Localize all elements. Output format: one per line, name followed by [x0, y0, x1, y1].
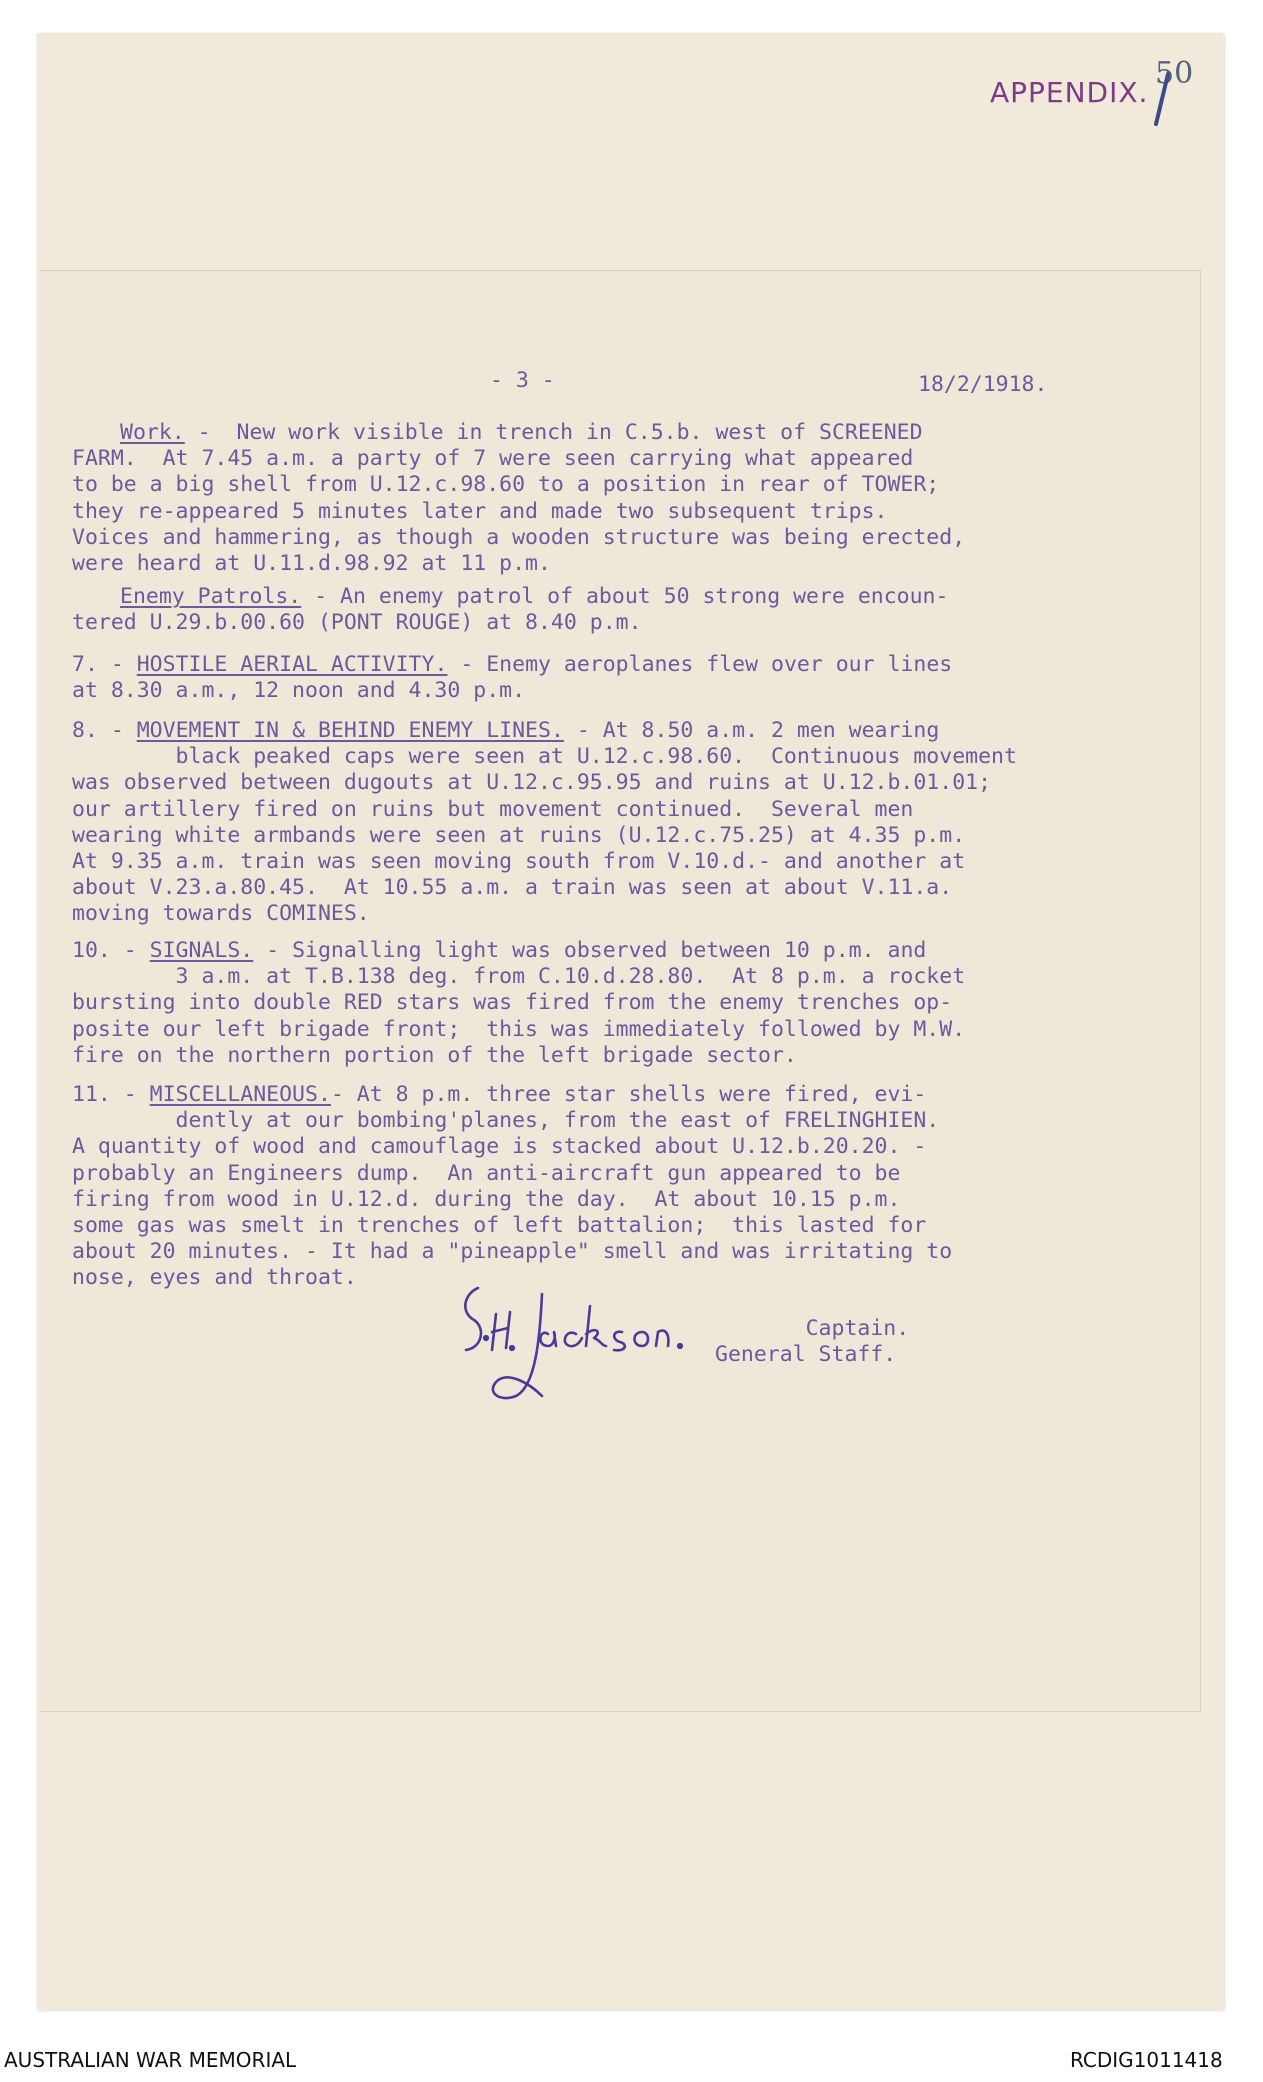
paragraph-hostile-aerial-activity: 7. - HOSTILE AERIAL ACTIVITY. - Enemy aeroplanes flew over our lines at 8.30 a.m., 12 noon and 4.30 p.m. [72, 652, 953, 704]
paragraph-movement: 8. - MOVEMENT IN & BEHIND ENEMY LINES. - At 8.50 a.m. 2 men wearing black peaked caps were seen at U.12.c.98.60. Continuous movement was observed between dugouts at U.12.c.95.95 and ruins at U.12.b.01.01; our artillery fired on ruins but movement continued. Several men wearing white armbands were seen at ruins (U.12.c.75.25) at 4.35 p.m. At 9.35 a.m. train was seen moving south from V.10.d.- and another at about V.23.a.80.45. At 10.55 a.m. a train was seen at about V.11.a. moving towards COMINES. [72, 718, 1017, 927]
heading-hostile-aerial-activity: HOSTILE AERIAL ACTIVITY. [136, 652, 448, 677]
heading-signals: SIGNALS. [149, 938, 254, 963]
paragraph-enemy-patrols: Enemy Patrols. - An enemy patrol of about 50 strong were encoun- tered U.29.b.00.60 (PONT ROUGE) at 8.40 p.m. [72, 584, 949, 636]
heading-miscellaneous: MISCELLANEOUS. [149, 1082, 331, 1107]
archive-institution: AUSTRALIAN WAR MEMORIAL [4, 2048, 297, 2072]
paragraph-work: Work. - New work visible in trench in C.5.b. west of SCREENED FARM. At 7.45 a.m. a party of 7 were seen carrying what appeared to be a big shell from U.12.c.98.60 to a position in rear of TOWER; they re-appeared 5 minutes later and made two subsequent trips. Voices and hammering, as though a wooden structure was being erected, were heard at U.11.d.98.92 at 11 p.m. [72, 420, 966, 577]
page-number: - 3 - [490, 368, 555, 393]
heading-work: Work. [120, 420, 185, 445]
document-date: 18/2/1918. [918, 372, 1048, 397]
signatory-rank: Captain. General Staff. [715, 1316, 910, 1368]
heading-movement: MOVEMENT IN & BEHIND ENEMY LINES. [136, 718, 564, 743]
appendix-stamp: APPENDIX. [990, 76, 1149, 109]
archive-catalogue-id: RCDIG1011418 [1070, 2048, 1223, 2072]
svg-text:S.H.Jackson: S.H.Jackson [456, 1416, 463, 1417]
pencil-slash-mark [1150, 70, 1174, 130]
paragraph-miscellaneous: 11. - MISCELLANEOUS.- At 8 p.m. three star shells were fired, evi- dently at our bombing'planes, from the east of FRELINGHIEN. A quantity of wood and camouflage is stacked about U.12.b.20.20. - probably an Engineers dump. An anti-aircraft gun appeared to be firing from wood in U.12.d. during the day. At about 10.15 p.m. some gas was smelt in trenches of left battalion; this lasted for about 20 minutes. - It had a "pineapple" smell and was irritating to nose, eyes and throat. [72, 1082, 953, 1291]
heading-enemy-patrols: Enemy Patrols. [120, 584, 302, 609]
paragraph-signals: 10. - SIGNALS. - Signalling light was observed between 10 p.m. and 3 a.m. at T.B.138 deg. from C.10.d.28.80. At 8 p.m. a rocket bursting into double RED stars was fired from the enemy trenches op- posite our left brigade front; this was immediately followed by M.W. fire on the northern portion of the left brigade sector. [72, 938, 966, 1068]
folio-number: 50 [1155, 56, 1194, 91]
handwritten-signature [456, 1276, 716, 1426]
